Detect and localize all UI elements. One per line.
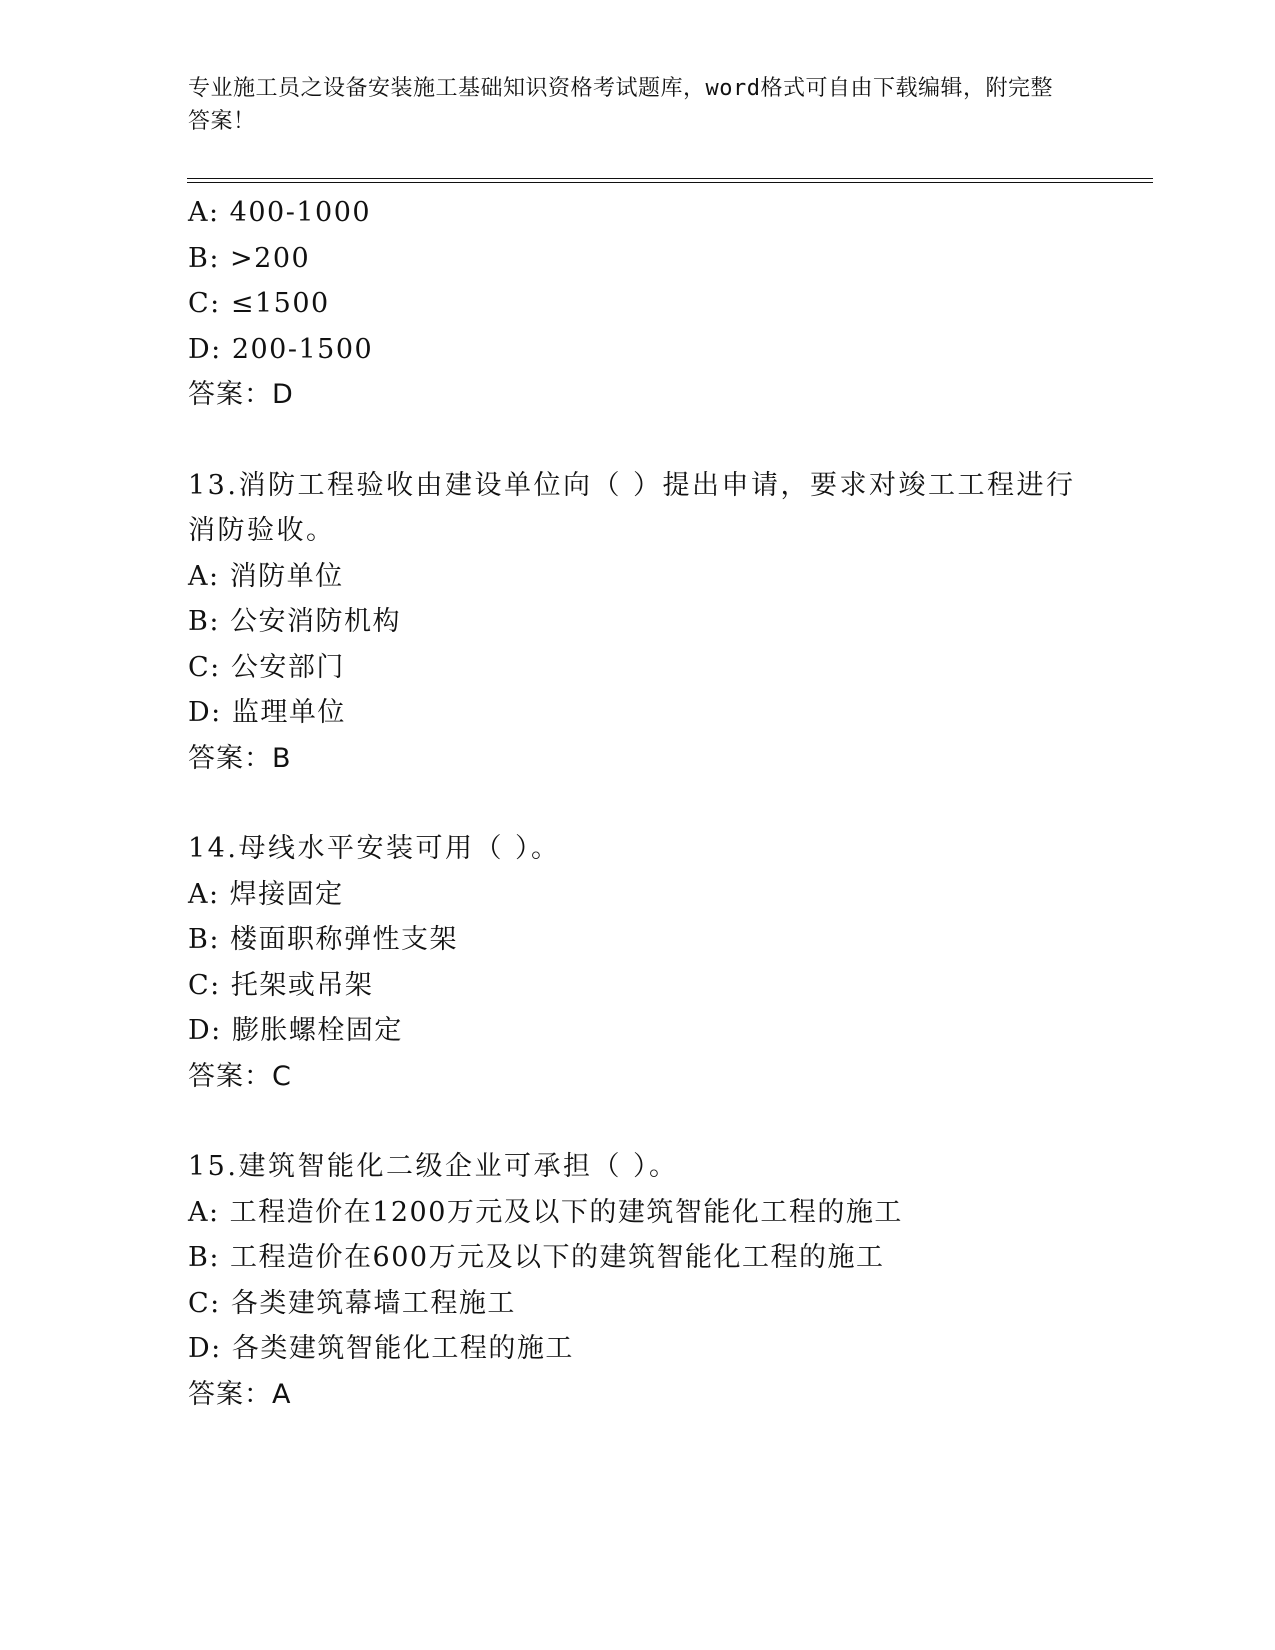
option-c: C: 各类建筑幕墙工程施工 xyxy=(188,1287,516,1319)
option-b: B: >200 xyxy=(188,242,311,274)
option-c: C: ≤1500 xyxy=(188,288,330,319)
option-a: A: 消防单位 xyxy=(188,560,344,592)
question-title: 14.母线水平安装可用（ ）。 xyxy=(188,833,561,864)
option-a: A: 工程造价在1200万元及以下的建筑智能化工程的施工 xyxy=(188,1196,903,1228)
option-c: C: 托架或吊架 xyxy=(188,969,374,1001)
option-b: B: 楼面职称弹性支架 xyxy=(188,924,459,955)
question-title: 15.建筑智能化二级企业可承担（ ）。 xyxy=(188,1151,679,1182)
option-b: B: 工程造价在600万元及以下的建筑智能化工程的施工 xyxy=(188,1242,885,1273)
document-header xyxy=(188,72,1068,138)
option-a: A: 焊接固定 xyxy=(188,878,344,910)
option-d: D: 监理单位 xyxy=(188,697,346,728)
header-title: 专业施工员之设备安装施工基础知识资格考试题库，word格式可自由下载编辑，附完整答案！ xyxy=(188,76,1053,134)
answer-line: 答案：A xyxy=(188,1378,292,1410)
question-title: 13.消防工程验收由建设单位向（ ）提出申请，要求对竣工工程进行 xyxy=(188,469,1076,501)
option-a: A: 400-1000 xyxy=(188,197,372,228)
option-b: B: 公安消防机构 xyxy=(188,606,402,637)
question-title-continued: 消防验收。 xyxy=(188,515,336,546)
option-c: C: 公安部门 xyxy=(188,651,345,683)
option-d: D: 200-1500 xyxy=(188,333,374,365)
document-body xyxy=(188,190,1148,1417)
question-block-15 xyxy=(188,1144,1148,1417)
header-rule-top xyxy=(187,178,1153,179)
question-block-14 xyxy=(188,826,1148,1099)
answer-line: 答案：B xyxy=(188,742,292,774)
question-block-12 xyxy=(188,190,1148,418)
option-d: D: 膨胀螺栓固定 xyxy=(188,1015,403,1046)
answer-line: 答案：D xyxy=(188,379,294,410)
option-d: D: 各类建筑智能化工程的施工 xyxy=(188,1333,574,1364)
answer-line: 答案：C xyxy=(188,1060,292,1092)
question-block-13 xyxy=(188,463,1148,782)
header-rule-bottom xyxy=(187,182,1153,183)
